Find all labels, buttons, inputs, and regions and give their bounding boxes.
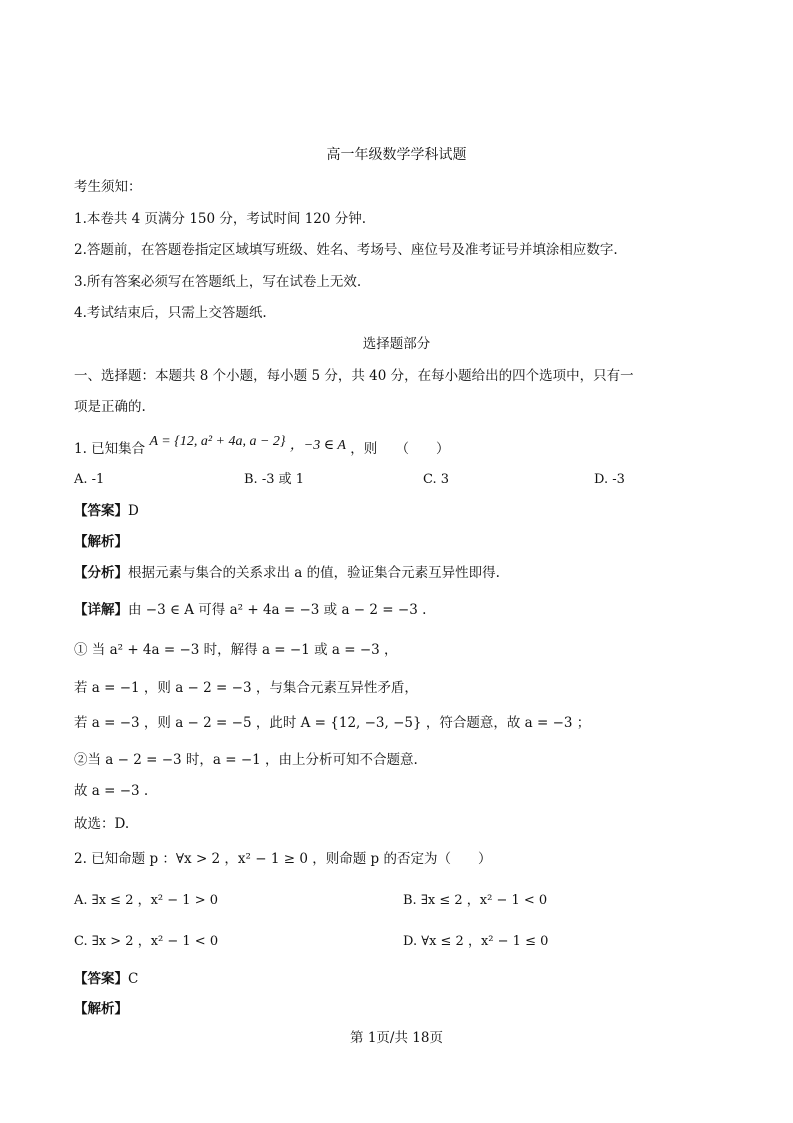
q1-paren: （ ） xyxy=(395,441,450,457)
q1-set-expression: A = {12, a² + 4a, a − 2} xyxy=(149,434,286,449)
q1-option-c: C. 3 xyxy=(423,472,450,487)
section-title: 选择题部分 xyxy=(362,336,431,352)
q1-answer-value: D xyxy=(128,503,139,519)
q1-fenxi-text: 根据元素与集合的关系求出 a 的值，验证集合元素互异性即得. xyxy=(128,565,500,581)
page-title: 高一年级数学学科试题 xyxy=(326,147,467,163)
q1-xiangjie-label: 【详解】 xyxy=(74,602,128,618)
q1-xiangjie-text: 由 −3 ∈ A 可得 a² + 4a = −3 或 a − 2 = −3 . xyxy=(128,602,427,618)
question-2-stem: 2. 已知命题 p ：∀x > 2 ，x² − 1 ≥ 0 ，则命题 p 的否定为（ ） xyxy=(74,851,492,867)
q1-fenxi xyxy=(74,564,500,582)
q1-answer xyxy=(74,502,139,520)
q1-option-a: A. -1 xyxy=(74,472,105,487)
q1-analysis-label: 【解析】 xyxy=(74,534,128,550)
q1-conclusion: 故 a = −3 . xyxy=(74,783,149,799)
q1-step-4: ②当 a − 2 = −3 时，a = −1 ，由上分析可知不合题意. xyxy=(74,752,418,768)
notice-header: 考生须知： xyxy=(74,179,142,195)
question-1-stem xyxy=(74,434,450,459)
q2-analysis-label: 【解析】 xyxy=(74,1001,128,1017)
q2-option-d: D. ∀x ≤ 2 ，x² − 1 ≤ 0 xyxy=(403,934,549,949)
q1-condition: ，−3 ∈ A xyxy=(289,438,346,453)
section-intro-line2: 项是正确的. xyxy=(74,399,146,415)
q1-option-d: D. -3 xyxy=(594,472,625,487)
q1-step-3: 若 a = −3 ，则 a − 2 = −5 ，此时 A = {12, −3, −5} ，符合题意，故 a = −3 ； xyxy=(74,715,591,731)
q2-answer xyxy=(74,970,138,988)
q2-option-b: B. ∃x ≤ 2 ，x² − 1 < 0 xyxy=(403,893,548,908)
q1-choice: 故选：D. xyxy=(74,816,130,832)
q1-suffix: ，则 xyxy=(350,441,378,457)
notice-4: 4.考试结束后，只需上交答题纸. xyxy=(74,305,267,321)
q1-prefix: 1. 已知集合 xyxy=(74,441,146,457)
q2-option-c: C. ∃x > 2 ，x² − 1 < 0 xyxy=(74,934,219,949)
q2-answer-value: C xyxy=(128,971,139,987)
q1-step-2: 若 a = −1 ，则 a − 2 = −3 ，与集合元素互异性矛盾， xyxy=(74,680,418,696)
page-footer: 第 1页/共 18页 xyxy=(350,1030,443,1046)
section-intro-line1: 一、选择题：本题共 8 个小题，每小题 5 分，共 40 分，在每小题给出的四个选项中，只有一 xyxy=(74,368,634,384)
q1-xiangjie xyxy=(74,601,426,619)
q2-option-a: A. ∃x ≤ 2 ，x² − 1 > 0 xyxy=(74,893,218,908)
q1-fenxi-label: 【分析】 xyxy=(74,565,128,581)
notice-2: 2.答题前，在答题卷指定区域填写班级、姓名、考场号、座位号及准考证号并填涂相应数字. xyxy=(74,242,618,258)
q2-answer-label: 【答案】 xyxy=(74,971,128,987)
notice-1: 1.本卷共 4 页满分 150 分，考试时间 120 分钟. xyxy=(74,211,367,227)
q1-option-b: B. -3 或 1 xyxy=(244,472,305,487)
notice-3: 3.所有答案必须写在答题纸上，写在试卷上无效. xyxy=(74,274,362,290)
q1-step-1: ① 当 a² + 4a = −3 时，解得 a = −1 或 a = −3 ， xyxy=(74,642,398,658)
q1-answer-label: 【答案】 xyxy=(74,503,128,519)
